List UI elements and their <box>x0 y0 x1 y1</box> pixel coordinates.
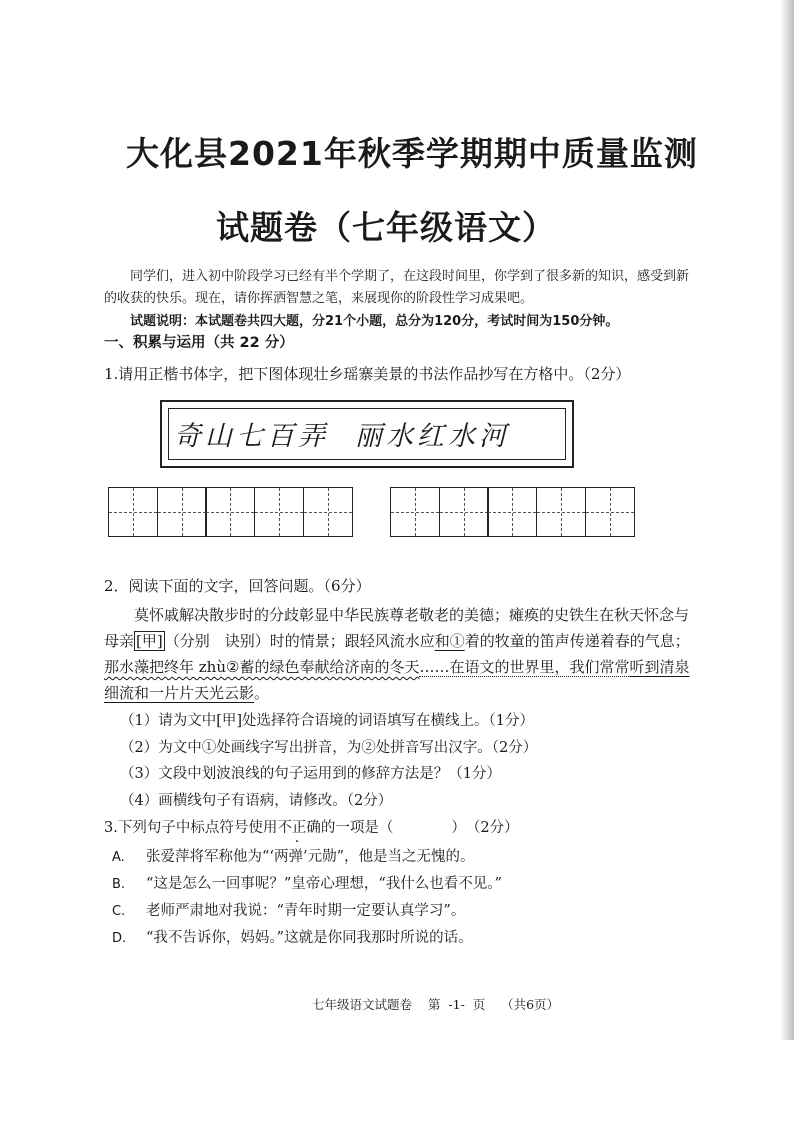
option-text: “这是怎么一回事呢？”皇帝心理想，“我什么也看不见。” <box>146 876 502 892</box>
passage-text: ……在语文的世界里，我们常常 <box>419 658 630 676</box>
blank-bracket: [甲] <box>136 632 163 650</box>
option-d[interactable] <box>112 926 473 947</box>
option-text: 张爱萍将军称他为“‘两弹’元勋”，他是当之无愧的。 <box>146 849 475 865</box>
option-text: 老师严肃地对我说：“青年时期一定要认真学习”。 <box>146 903 466 919</box>
grid-cell[interactable] <box>303 487 353 537</box>
passage-text: 。 <box>254 684 270 702</box>
scan-edge-shadow <box>780 0 794 1040</box>
sub-question-2: （2）为文中①处画线字写出拼音，为②处拼音写出汉字。（2分） <box>120 740 538 756</box>
passage-text: 着的牧童的笛声传递着春的气息； <box>464 632 690 650</box>
option-c[interactable] <box>112 899 465 920</box>
grid-cell[interactable] <box>390 487 440 537</box>
calligraphy-frame <box>160 400 574 468</box>
wavy-underlined-sentence: 那水藻把终年 zhù②蓄的绿色奉献给济南的冬天 <box>104 658 420 676</box>
grid-cell[interactable] <box>108 487 158 537</box>
question-3 <box>104 816 519 837</box>
question-3-text: 的一项是（ ） （2分） <box>320 820 519 836</box>
footer-page-number: -1- <box>448 997 465 1012</box>
option-label: A. <box>112 850 125 865</box>
grid-cell[interactable] <box>536 487 586 537</box>
exam-subtitle: 试题卷（七年级语文） <box>216 208 556 247</box>
option-label: B. <box>112 877 126 892</box>
option-text: “我不告诉你，妈妈。”这就是你同我那时所说的话。 <box>146 930 473 946</box>
writing-grid-right[interactable] <box>390 487 635 537</box>
question-1: 1.请用正楷书体字，把下图体现壮乡瑶寨美景的书法作品抄写在方格中。（2分） <box>104 365 631 383</box>
reading-passage <box>104 602 694 706</box>
footer-page-suffix: 页 <box>472 997 486 1012</box>
footer-page-prefix: 第 <box>427 997 441 1012</box>
option-label: C. <box>112 904 126 919</box>
option-a[interactable] <box>112 845 475 866</box>
section-heading: 一、积累与运用（共 22 分） <box>104 335 294 351</box>
calligraphy-text <box>174 414 510 453</box>
page-footer <box>312 995 559 1013</box>
grid-cell[interactable] <box>585 487 635 537</box>
intro-greeting: 同学们，进入初中阶段学习已经有半个学期了，在这段时间里，你学到了很多新的知识，感受到新的收获的快乐。现在，请你挥洒智慧之笔，来展现你的阶段性学习成果吧。 <box>104 269 690 306</box>
passage-text: （分别 诀别）时的情景；跟轻风流水应 <box>164 632 435 650</box>
calligraphy-part-2: 丽水红水河 <box>355 421 510 452</box>
sub-question-3: （3）文段中划波浪线的句子运用到的修辞方法是？（1分） <box>120 766 501 782</box>
question-2: 2．阅读下面的文字，回答问题。（6分） <box>104 577 371 595</box>
calligraphy-part-1: 奇山七百弄 <box>174 421 329 452</box>
grid-cell[interactable] <box>205 487 255 537</box>
writing-grid-left[interactable] <box>108 487 353 537</box>
footer-subject: 七年级语文试题卷 <box>312 997 413 1012</box>
exam-instructions: 试题说明：本试题卷共四大题，分21个小题，总分为120分，考试时间为150分钟。 <box>130 314 619 329</box>
grid-cell[interactable] <box>157 487 207 537</box>
grid-cell[interactable] <box>254 487 304 537</box>
question-3-text: 3.下列句子中标点符号使用 <box>104 820 278 836</box>
emphasis-text: 不正确 <box>277 820 321 836</box>
sub-question-4: （4）画横线句子有语病，请修改。（2分） <box>120 793 393 809</box>
marked-char-1: 和① <box>434 632 465 650</box>
underlined-sentence: 听到清泉细流和一片片天光云影 <box>104 658 690 702</box>
option-b[interactable] <box>112 872 502 893</box>
option-label: D. <box>112 931 127 946</box>
grid-cell[interactable] <box>487 487 537 537</box>
passage-text: 莫怀戚解决散步时的分歧彰显中华民族尊老敬老的美德；瘫痪的史铁生在秋天怀念与母亲 <box>104 606 690 650</box>
sub-question-1: （1）请为文中[甲]处选择符合语境的词语填写在横线上。（1分） <box>120 713 535 729</box>
footer-total-pages: （共6页） <box>501 997 560 1012</box>
grid-cell[interactable] <box>439 487 489 537</box>
exam-title: 大化县2021年秋季学期期中质量监测 <box>126 134 698 173</box>
